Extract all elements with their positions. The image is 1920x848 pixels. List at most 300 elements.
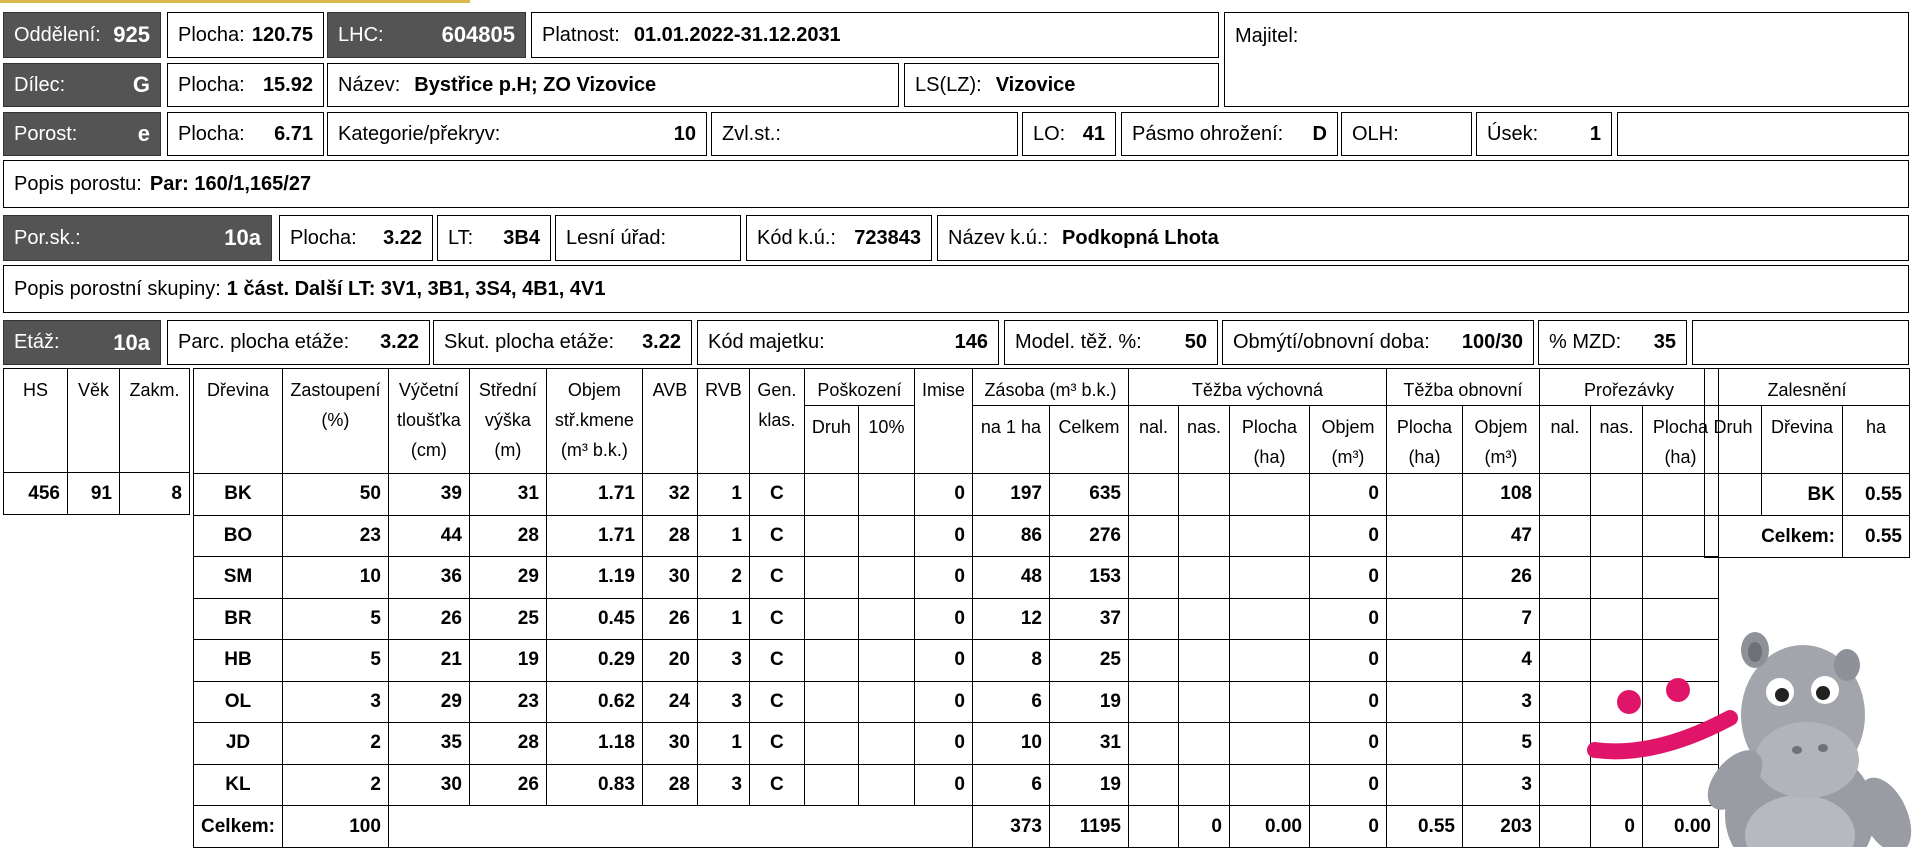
cell-rvb: 3 xyxy=(697,640,749,682)
cell-rvb: 1 xyxy=(697,723,749,765)
cell-drevina: BK xyxy=(194,474,283,516)
cell-p10 xyxy=(858,598,914,640)
cell-pr-plocha xyxy=(1642,557,1718,599)
oddeleni-plocha-box xyxy=(167,12,324,58)
cell-tv-objem: 0 xyxy=(1309,723,1386,765)
nazev-box xyxy=(327,63,899,107)
majitel-box xyxy=(1224,12,1909,107)
species-row xyxy=(194,723,1719,765)
pasmo-box xyxy=(1121,112,1338,156)
skut-plocha-value: 3.22 xyxy=(642,331,681,353)
plocha-label: Plocha: xyxy=(178,23,245,46)
lt-box xyxy=(437,215,551,261)
cell-zastoupeni: 10 xyxy=(282,557,388,599)
plocha-label: Plocha: xyxy=(290,226,357,249)
cell-vycetni: 26 xyxy=(388,598,469,640)
cell-to-objem: 108 xyxy=(1462,474,1539,516)
cell-p10 xyxy=(858,515,914,557)
total-celkem: 1195 xyxy=(1049,806,1128,848)
p10-header: 10% xyxy=(858,406,914,474)
lo-box xyxy=(1022,112,1116,156)
pasmo-label: Pásmo ohrožení: xyxy=(1132,122,1284,145)
cell-na1ha: 8 xyxy=(972,640,1049,682)
cell-celkem: 31 xyxy=(1049,723,1128,765)
tv-plocha-header: Plocha (ha) xyxy=(1229,406,1309,474)
porsk-box xyxy=(3,215,272,261)
cell-na1ha: 197 xyxy=(972,474,1049,516)
nazev-label: Název: xyxy=(338,73,401,96)
cell-zastoupeni: 50 xyxy=(282,474,388,516)
zasoba-header: Zásoba (m³ b.k.) xyxy=(972,369,1128,406)
zakm-header: Zakm. xyxy=(120,369,190,473)
tv-nas-header: nas. xyxy=(1178,406,1229,474)
kategorie-label: Kategorie/překryv: xyxy=(338,122,501,145)
cell-imise: 0 xyxy=(914,764,972,806)
model-tez-value: 50 xyxy=(1184,331,1207,353)
cell-vycetni: 21 xyxy=(388,640,469,682)
cell-celkem: 25 xyxy=(1049,640,1128,682)
lhc-value: 604805 xyxy=(441,22,515,47)
platnost-label: Platnost: xyxy=(542,23,620,46)
cell-druh xyxy=(804,723,858,765)
oddeleni-box xyxy=(3,12,161,58)
cell-p10 xyxy=(858,681,914,723)
oddeleni-value: 925 xyxy=(113,22,150,47)
stredni-header: Střední výška (m) xyxy=(469,369,546,474)
cell-vycetni: 36 xyxy=(388,557,469,599)
cell-na1ha: 86 xyxy=(972,515,1049,557)
cell-pr-nas xyxy=(1590,557,1642,599)
cell-objem: 0.83 xyxy=(546,764,642,806)
species-row xyxy=(194,640,1719,682)
cell-p10 xyxy=(858,764,914,806)
total-to-objem: 203 xyxy=(1462,806,1539,848)
zal-ha-value: 0.55 xyxy=(1843,474,1910,516)
cell-tv-plocha xyxy=(1229,515,1309,557)
species-row xyxy=(194,681,1719,723)
cell-na1ha: 10 xyxy=(972,723,1049,765)
etaz-box xyxy=(3,320,161,365)
oddeleni-label: Oddělení: xyxy=(14,23,101,46)
objem-header: Objem stř.kmene (m³ b.k.) xyxy=(546,369,642,474)
stand-table xyxy=(3,368,190,515)
nazev-ku-box xyxy=(937,215,1909,261)
cell-pr-nal xyxy=(1539,474,1590,516)
cell-zastoupeni: 3 xyxy=(282,681,388,723)
popis-porostu-box xyxy=(3,160,1909,208)
cell-to-plocha xyxy=(1386,723,1462,765)
cell-tv-nas xyxy=(1178,598,1229,640)
model-tez-box xyxy=(1004,320,1218,365)
cell-celkem: 19 xyxy=(1049,764,1128,806)
cell-celkem: 19 xyxy=(1049,681,1128,723)
cell-p10 xyxy=(858,640,914,682)
cell-vycetni: 39 xyxy=(388,474,469,516)
cell-na1ha: 6 xyxy=(972,681,1049,723)
pr-nas-header: nas. xyxy=(1590,406,1642,474)
cell-tv-objem: 0 xyxy=(1309,598,1386,640)
cell-tv-nas xyxy=(1178,474,1229,516)
cell-drevina: KL xyxy=(194,764,283,806)
prorezavky-header: Prořezávky xyxy=(1539,369,1718,406)
kod-ku-value: 723843 xyxy=(854,226,921,249)
cell-vycetni: 30 xyxy=(388,764,469,806)
plocha-value: 3.22 xyxy=(383,226,422,249)
model-tez-label: Model. těž. %: xyxy=(1015,331,1142,353)
porost-plocha-box xyxy=(167,112,324,156)
cell-tv-objem: 0 xyxy=(1309,474,1386,516)
dilec-label: Dílec: xyxy=(14,73,66,96)
obmyti-label: Obmýtí/obnovní doba: xyxy=(1233,331,1430,353)
cell-zastoupeni: 23 xyxy=(282,515,388,557)
cell-tv-nal xyxy=(1128,764,1178,806)
cell-druh xyxy=(804,557,858,599)
lo-value: 41 xyxy=(1082,122,1105,145)
imise-header: Imise xyxy=(914,369,972,474)
druh-header: Druh xyxy=(804,406,858,474)
kategorie-box xyxy=(327,112,707,156)
zvl-box xyxy=(711,112,1018,156)
drevina-header: Dřevina xyxy=(194,369,283,474)
cell-tv-nal xyxy=(1128,640,1178,682)
total-pr-nal xyxy=(1539,806,1590,848)
popis-skupiny-value: 1 část. Další LT: 3V1, 3B1, 3S4, 4B1, 4V1 xyxy=(226,277,606,300)
cell-rvb: 2 xyxy=(697,557,749,599)
lhc-label: LHC: xyxy=(338,23,384,46)
cell-pr-nas xyxy=(1590,515,1642,557)
to-objem-header: Objem (m³) xyxy=(1462,406,1539,474)
plocha-value: 6.71 xyxy=(274,122,313,145)
lo-label: LO: xyxy=(1033,122,1066,145)
cell-druh xyxy=(804,515,858,557)
cell-avb: 26 xyxy=(642,598,697,640)
parc-plocha-value: 3.22 xyxy=(380,331,419,353)
total-tv-nal xyxy=(1128,806,1178,848)
zal-drevina-header: Dřevina xyxy=(1762,406,1843,474)
cell-na1ha: 48 xyxy=(972,557,1049,599)
lesni-urad-box xyxy=(555,215,741,261)
cell-to-plocha xyxy=(1386,764,1462,806)
cell-imise: 0 xyxy=(914,515,972,557)
total-tv-objem: 0 xyxy=(1309,806,1386,848)
cell-to-plocha xyxy=(1386,474,1462,516)
cell-stredni: 31 xyxy=(469,474,546,516)
popis-porostu-value: Par: 160/1,165/27 xyxy=(149,172,312,195)
cell-tv-nas xyxy=(1178,557,1229,599)
cell-tv-nas xyxy=(1178,764,1229,806)
cell-to-plocha xyxy=(1386,515,1462,557)
tv-nal-header: nal. xyxy=(1128,406,1178,474)
cell-avb: 30 xyxy=(642,723,697,765)
cell-p10 xyxy=(858,474,914,516)
cell-celkem: 153 xyxy=(1049,557,1128,599)
gen-header: Gen. klas. xyxy=(749,369,804,474)
cell-pr-nal xyxy=(1539,764,1590,806)
zalesneni-table xyxy=(1704,368,1910,558)
cell-avb: 28 xyxy=(642,764,697,806)
cell-stredni: 25 xyxy=(469,598,546,640)
cell-avb: 20 xyxy=(642,640,697,682)
avb-header: AVB xyxy=(642,369,697,474)
mzd-box xyxy=(1538,320,1687,365)
cell-imise: 0 xyxy=(914,640,972,682)
nazev-ku-label: Název k.ú.: xyxy=(948,226,1049,249)
zal-ha-header: ha xyxy=(1843,406,1910,474)
parc-plocha-label: Parc. plocha etáže: xyxy=(178,331,350,353)
cell-tv-plocha xyxy=(1229,474,1309,516)
cell-tv-nas xyxy=(1178,723,1229,765)
cell-druh xyxy=(804,474,858,516)
etaz-value: 10a xyxy=(113,329,150,355)
porsk-value: 10a xyxy=(224,225,261,250)
rvb-header: RVB xyxy=(697,369,749,474)
lesni-urad-label: Lesní úřad: xyxy=(566,226,667,249)
total-tv-plocha: 0.00 xyxy=(1229,806,1309,848)
cell-tv-nas xyxy=(1178,640,1229,682)
plocha-value: 15.92 xyxy=(262,73,313,96)
celkem-header: Celkem xyxy=(1049,406,1128,474)
total-tv-nas: 0 xyxy=(1178,806,1229,848)
cell-pr-nal xyxy=(1539,681,1590,723)
tv-objem-header: Objem (m³) xyxy=(1309,406,1386,474)
cell-drevina: OL xyxy=(194,681,283,723)
total-pr-nas: 0 xyxy=(1590,806,1642,848)
lt-label: LT: xyxy=(448,226,474,249)
plocha-label: Plocha: xyxy=(178,122,245,145)
cell-tv-nas xyxy=(1178,681,1229,723)
nazev-value: Bystřice p.H; ZO Vizovice xyxy=(414,73,657,96)
cell-p10 xyxy=(858,723,914,765)
tezba-obnovni-header: Těžba obnovní xyxy=(1386,369,1539,406)
cell-pr-nal xyxy=(1539,723,1590,765)
cell-tv-nas xyxy=(1178,515,1229,557)
cell-tv-plocha xyxy=(1229,723,1309,765)
cell-rvb: 3 xyxy=(697,681,749,723)
na1ha-header: na 1 ha xyxy=(972,406,1049,474)
total-to-plocha: 0.55 xyxy=(1386,806,1462,848)
cell-imise: 0 xyxy=(914,557,972,599)
cell-gen: C xyxy=(749,598,804,640)
kod-ku-box xyxy=(746,215,932,261)
cell-tv-plocha xyxy=(1229,640,1309,682)
zastoupeni-header: Zastoupení (%) xyxy=(282,369,388,474)
cell-tv-nal xyxy=(1128,515,1178,557)
species-row xyxy=(194,557,1719,599)
cell-na1ha: 6 xyxy=(972,764,1049,806)
zalesneni-title: Zalesnění xyxy=(1705,369,1910,406)
cell-gen: C xyxy=(749,640,804,682)
cell-drevina: HB xyxy=(194,640,283,682)
zal-total-ha: 0.55 xyxy=(1843,516,1910,558)
cell-rvb: 1 xyxy=(697,598,749,640)
cell-zastoupeni: 5 xyxy=(282,640,388,682)
species-row xyxy=(194,515,1719,557)
cell-zastoupeni: 2 xyxy=(282,723,388,765)
species-row xyxy=(194,474,1719,516)
porost-value: e xyxy=(137,121,150,146)
cell-tv-nal xyxy=(1128,598,1178,640)
kod-majetku-box xyxy=(697,320,999,365)
usek-box xyxy=(1476,112,1612,156)
cell-pr-nas xyxy=(1590,474,1642,516)
total-pr-plocha: 0.00 xyxy=(1642,806,1718,848)
cell-druh xyxy=(804,598,858,640)
cell-tv-plocha xyxy=(1229,681,1309,723)
cell-avb: 32 xyxy=(642,474,697,516)
tezba-vychovna-header: Těžba výchovná xyxy=(1128,369,1386,406)
dilec-box xyxy=(3,63,161,107)
total-zastoupeni: 100 xyxy=(282,806,388,848)
cell-gen: C xyxy=(749,764,804,806)
platnost-value: 01.01.2022-31.12.2031 xyxy=(633,23,841,46)
zvl-label: Zvl.st.: xyxy=(722,122,781,145)
etaz-label: Etáž: xyxy=(14,331,60,353)
cell-drevina: BR xyxy=(194,598,283,640)
cell-imise: 0 xyxy=(914,474,972,516)
cell-druh xyxy=(804,640,858,682)
cell-tv-objem: 0 xyxy=(1309,681,1386,723)
ls-label: LS(LZ): xyxy=(915,73,982,96)
smile-logo-icon xyxy=(1595,678,1730,751)
zal-total-label: Celkem: xyxy=(1705,516,1843,558)
cell-stredni: 28 xyxy=(469,515,546,557)
cell-pr-nal xyxy=(1539,640,1590,682)
cell-druh xyxy=(804,764,858,806)
nazev-ku-value: Podkopná Lhota xyxy=(1062,226,1219,249)
olh-label: OLH: xyxy=(1352,122,1399,145)
cell-stredni: 28 xyxy=(469,723,546,765)
usek-label: Úsek: xyxy=(1487,122,1539,145)
cell-tv-objem: 0 xyxy=(1309,764,1386,806)
usek-value: 1 xyxy=(1589,122,1601,145)
porsk-label: Por.sk.: xyxy=(14,226,81,249)
cell-vycetni: 29 xyxy=(388,681,469,723)
cell-objem: 1.71 xyxy=(546,515,642,557)
cell-zastoupeni: 5 xyxy=(282,598,388,640)
cell-tv-nal xyxy=(1128,723,1178,765)
cell-stredni: 29 xyxy=(469,557,546,599)
cell-to-objem: 3 xyxy=(1462,681,1539,723)
vycetni-header: Výčetní tloušťka (cm) xyxy=(388,369,469,474)
skut-plocha-box xyxy=(433,320,692,365)
cell-pr-nal xyxy=(1539,515,1590,557)
cell-druh xyxy=(804,681,858,723)
cell-pr-nal xyxy=(1539,557,1590,599)
cell-tv-nal xyxy=(1128,474,1178,516)
plocha-value: 120.75 xyxy=(251,23,313,46)
cell-to-objem: 3 xyxy=(1462,764,1539,806)
total-label: Celkem: xyxy=(194,806,283,848)
top-accent-line xyxy=(0,0,470,3)
parc-plocha-box xyxy=(167,320,430,365)
cell-to-plocha xyxy=(1386,640,1462,682)
pr-nal-header: nal. xyxy=(1539,406,1590,474)
hippo-mascot-icon xyxy=(1585,610,1920,847)
species-row xyxy=(194,764,1719,806)
cell-gen: C xyxy=(749,723,804,765)
zal-druh-header: Druh xyxy=(1705,406,1762,474)
cell-p10 xyxy=(858,557,914,599)
cell-to-objem: 4 xyxy=(1462,640,1539,682)
cell-tv-nal xyxy=(1128,681,1178,723)
cell-stredni: 23 xyxy=(469,681,546,723)
cell-tv-objem: 0 xyxy=(1309,515,1386,557)
porost-box xyxy=(3,112,161,156)
lt-value: 3B4 xyxy=(503,226,540,249)
cell-avb: 30 xyxy=(642,557,697,599)
cell-to-objem: 26 xyxy=(1462,557,1539,599)
obmyti-box xyxy=(1222,320,1534,365)
cell-tv-plocha xyxy=(1229,557,1309,599)
cell-celkem: 635 xyxy=(1049,474,1128,516)
empty-box xyxy=(1617,112,1909,156)
kod-majetku-value: 146 xyxy=(954,331,988,353)
cell-to-objem: 5 xyxy=(1462,723,1539,765)
cell-vycetni: 44 xyxy=(388,515,469,557)
cell-avb: 28 xyxy=(642,515,697,557)
cell-vycetni: 35 xyxy=(388,723,469,765)
mzd-label: % MZD: xyxy=(1549,331,1622,353)
cell-tv-objem: 0 xyxy=(1309,557,1386,599)
cell-avb: 24 xyxy=(642,681,697,723)
vek-header: Věk xyxy=(68,369,120,473)
popis-skupiny-label: Popis porostní skupiny: xyxy=(14,277,221,300)
cell-imise: 0 xyxy=(914,598,972,640)
species-total-row xyxy=(194,806,1719,848)
poskozeni-header: Poškození xyxy=(804,369,914,406)
species-row xyxy=(194,598,1719,640)
cell-rvb: 1 xyxy=(697,515,749,557)
cell-to-objem: 7 xyxy=(1462,598,1539,640)
kod-majetku-label: Kód majetku: xyxy=(708,331,825,353)
dilec-plocha-box xyxy=(167,63,324,107)
zal-drevina-value: BK xyxy=(1762,474,1843,516)
hippo-body xyxy=(1697,632,1920,847)
cell-gen: C xyxy=(749,474,804,516)
cell-pr-nal xyxy=(1539,598,1590,640)
zakm-value: 8 xyxy=(120,473,190,515)
cell-gen: C xyxy=(749,681,804,723)
cell-drevina: BO xyxy=(194,515,283,557)
cell-tv-plocha xyxy=(1229,598,1309,640)
cell-stredni: 19 xyxy=(469,640,546,682)
cell-objem: 1.71 xyxy=(546,474,642,516)
cell-to-plocha xyxy=(1386,598,1462,640)
species-table xyxy=(193,368,1719,848)
cell-objem: 0.62 xyxy=(546,681,642,723)
empty-box-2 xyxy=(1692,320,1909,365)
cell-gen: C xyxy=(749,557,804,599)
cell-stredni: 26 xyxy=(469,764,546,806)
popis-skupiny-box xyxy=(3,265,1909,313)
cell-drevina: SM xyxy=(194,557,283,599)
porsk-plocha-box xyxy=(279,215,433,261)
cell-imise: 0 xyxy=(914,723,972,765)
porost-label: Porost: xyxy=(14,122,78,145)
plocha-label: Plocha: xyxy=(178,73,245,96)
cell-zastoupeni: 2 xyxy=(282,764,388,806)
cell-gen: C xyxy=(749,515,804,557)
obmyti-value: 100/30 xyxy=(1461,331,1523,353)
popis-porostu-label: Popis porostu: xyxy=(14,172,142,195)
cell-celkem: 37 xyxy=(1049,598,1128,640)
ls-box xyxy=(904,63,1219,107)
platnost-box xyxy=(531,12,1219,58)
cell-rvb: 1 xyxy=(697,474,749,516)
cell-to-plocha xyxy=(1386,557,1462,599)
ls-value: Vizovice xyxy=(995,73,1076,96)
cell-tv-objem: 0 xyxy=(1309,640,1386,682)
